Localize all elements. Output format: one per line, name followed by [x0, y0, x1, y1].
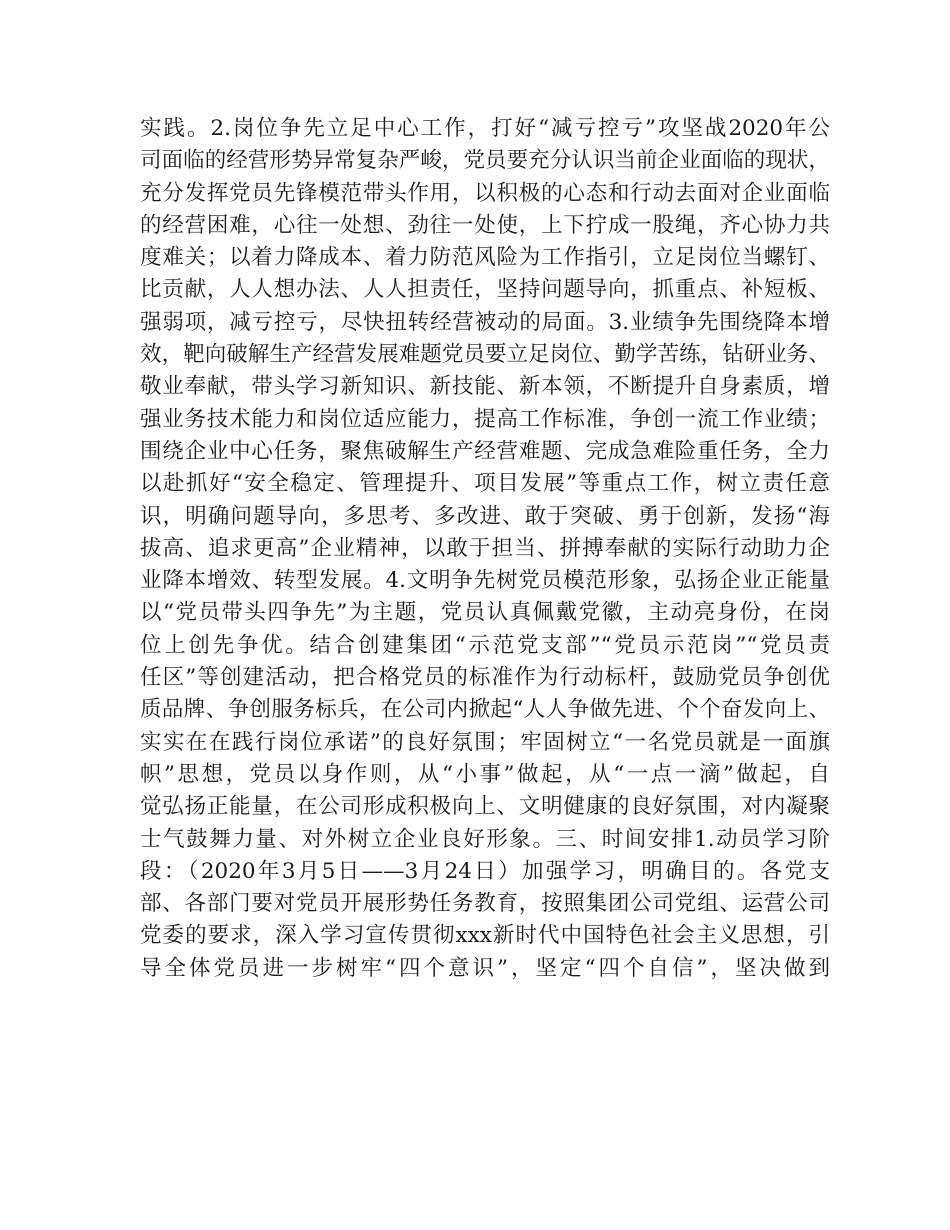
text-line: 以赴抓好“安全稳定、管理提升、项目发展”等重点工作，树立责任意 [140, 471, 830, 497]
text-line: 士气鼓舞力量、对外树立企业良好形象。三、时间安排1.动员学习阶 [140, 826, 830, 852]
text-line: 导全体党员进一步树牢“四个意识”，坚定“四个自信”，坚决做到 [140, 955, 830, 981]
text-line: 围绕企业中心任务，聚焦破解生产经营难题、完成急难险重任务，全力 [140, 438, 830, 464]
text-line: 充分发挥党员先锋模范带头作用，以积极的心态和行动去面对企业面临 [140, 180, 830, 206]
text-line: 部、各部门要对党员开展形势任务教育，按照集团公司党组、运营公司 [140, 891, 830, 917]
text-line: 敬业奉献，带头学习新知识、新技能、新本领，不断提升自身素质，增 [140, 374, 830, 400]
text-line: 度难关；以着力降成本、着力防范风险为工作指引，立足岗位当螺钉、 [140, 245, 830, 271]
text-line: 业降本增效、转型发展。4.文明争先树党员模范形象，弘扬企业正能量 [140, 568, 830, 594]
text-line: 实实在在践行岗位承诺”的良好氛围；牢固树立“一名党员就是一面旗 [140, 729, 830, 755]
text-line: 强业务技术能力和岗位适应能力，提高工作标准，争创一流工作业绩； [140, 406, 830, 432]
text-line: 强弱项，减亏控亏，尽快扭转经营被动的局面。3.业绩争先围绕降本增 [140, 309, 830, 335]
text-line: 识，明确问题导向，多思考、多改进、敢于突破、勇于创新，发扬“海 [140, 503, 830, 529]
text-line: 位上创先争优。结合创建集团“示范党支部”“党员示范岗”“党员责 [140, 632, 830, 658]
text-line: 段：（2020年3月5日——3月24日）加强学习，明确目的。各党支 [140, 858, 830, 884]
text-line: 任区”等创建活动，把合格党员的标准作为行动标杆，鼓励党员争创优 [140, 665, 830, 691]
text-line: 拔高、追求更高”企业精神，以敢于担当、拼搏奉献的实际行动助力企 [140, 535, 830, 561]
text-line: 的经营困难，心往一处想、劲往一处使，上下拧成一股绳，齐心协力共 [140, 212, 830, 238]
text-line: 帜”思想，党员以身作则，从“小事”做起，从“一点一滴”做起，自 [140, 761, 830, 787]
text-line: 觉弘扬正能量，在公司形成积极向上、文明健康的良好氛围，对内凝聚 [140, 794, 830, 820]
text-line: 实践。2.岗位争先立足中心工作，打好“减亏控亏”攻坚战2020年公 [140, 116, 830, 141]
body-paragraph [140, 113, 830, 985]
text-line: 以“党员带头四争先”为主题，党员认真佩戴党徽，主动亮身份，在岗 [140, 600, 830, 626]
text-line: 比贡献，人人想办法、人人担责任，坚持问题导向，抓重点、补短板、 [140, 277, 830, 303]
text-line: 质品牌、争创服务标兵，在公司内掀起“人人争做先进、个个奋发向上、 [140, 697, 830, 723]
text-line: 司面临的经营形势异常复杂严峻，党员要充分认识当前企业面临的现状， [140, 148, 830, 174]
text-line: 效，靶向破解生产经营发展难题党员要立足岗位、勤学苦练，钻研业务、 [140, 342, 830, 368]
text-line: 党委的要求，深入学习宣传贯彻xxx新时代中国特色社会主义思想，引 [140, 923, 830, 949]
